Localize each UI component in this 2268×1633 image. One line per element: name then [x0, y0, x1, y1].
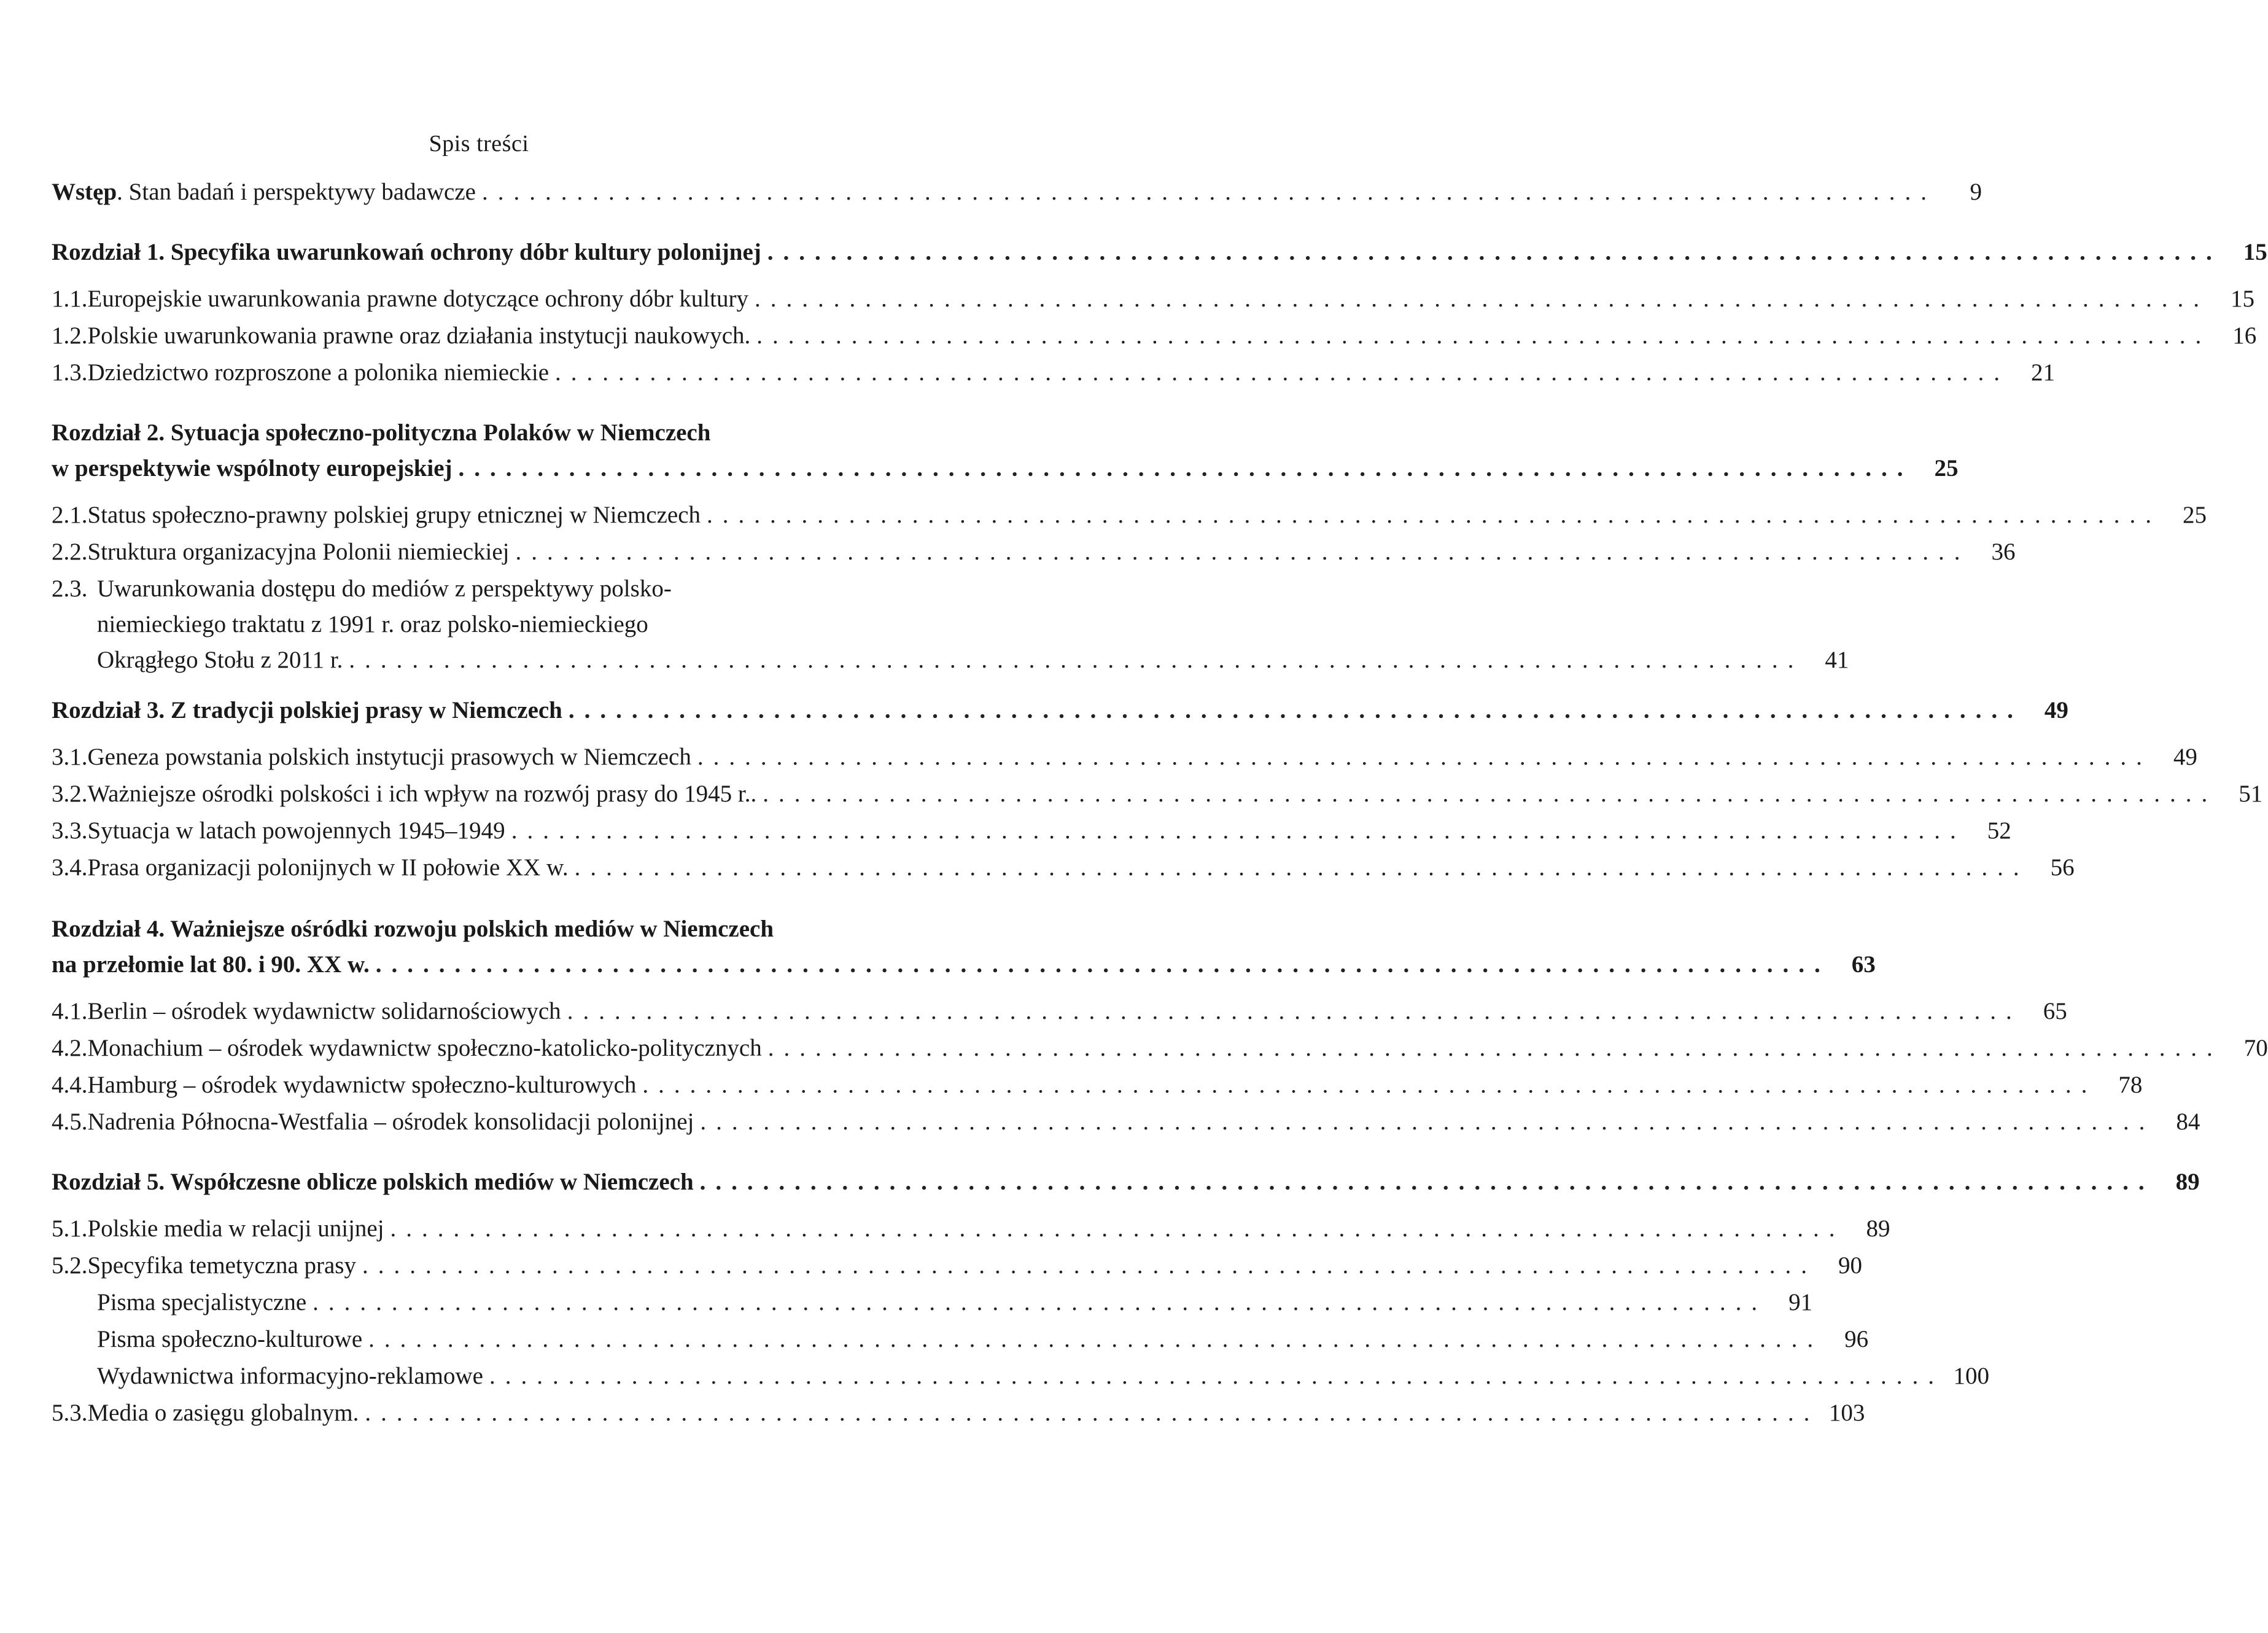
- dot-leader: ............................................................................................: [458, 455, 1913, 481]
- section-title: Status społeczno-prawny polskiej grupy etnicznej w Niemczech: [87, 502, 701, 528]
- intro-label: Wstęp: [52, 179, 117, 205]
- section-number: 1.3.: [52, 359, 88, 386]
- page-number: 65: [2043, 998, 2067, 1024]
- page-number: 70: [2243, 1035, 2268, 1061]
- section-title: Prasa organizacji polonijnych w II połowie XX w.: [87, 854, 569, 881]
- toc-entry-2-2: [52, 534, 2016, 570]
- section-title: Ważniejsze ośrodki polskości i ich wpływ na rozwój prasy do 1945 r..: [87, 781, 757, 807]
- section-title: Berlin – ośrodek wydawnictw solidarnościowych: [87, 998, 561, 1024]
- dot-leader: ............................................................................................: [568, 697, 2023, 723]
- chapter-title: Rozdział 3. Z tradycji polskiej prasy w Niemczech: [52, 697, 562, 723]
- section-title: Geneza powstania polskich instytucji prasowych w Niemczech: [87, 744, 691, 770]
- page-number: 9: [1970, 179, 1982, 205]
- page-number: 51: [2239, 781, 2263, 807]
- section-number: 2.1.: [52, 502, 88, 528]
- toc-chapter-3: [52, 693, 2068, 728]
- dot-leader: ............................................................................................: [375, 951, 1830, 978]
- toc-title: Spis treści: [429, 131, 529, 157]
- page-number: 25: [1934, 455, 1959, 481]
- page-number: 16: [2232, 322, 2257, 349]
- chapter-title-line1: Rozdział 2. Sytuacja społeczno-polityczna Polaków w Niemczech: [52, 419, 711, 446]
- section-title-line1: Uwarunkowania dostępu do mediów z perspektywy polsko-: [97, 575, 672, 602]
- dot-leader: ............................................................................................: [754, 286, 2209, 312]
- toc-entry-5-2-a: [52, 1285, 1813, 1320]
- dot-leader: ............................................................................................: [555, 359, 2010, 386]
- section-number: 5.2.: [52, 1252, 88, 1279]
- toc-entry-5-2: [52, 1248, 1862, 1284]
- section-number: 1.1.: [52, 286, 88, 312]
- section-number: 4.5.: [52, 1109, 88, 1135]
- dot-leader: ............................................................................................: [567, 998, 2022, 1024]
- toc-entry-3-1: [52, 739, 2197, 775]
- dot-leader: ............................................................................................: [756, 322, 2212, 349]
- chapter-title-line2: na przełomie lat 80. i 90. XX w.: [52, 951, 370, 978]
- dot-leader: ............................................................................................: [707, 502, 2162, 528]
- toc-entry-1-3: [52, 355, 2056, 391]
- toc-entry-3-4: [52, 850, 2075, 886]
- section-title: Specyfika temetyczna prasy: [87, 1252, 356, 1279]
- page-number: 90: [1838, 1252, 1862, 1279]
- dot-leader: ............................................................................................: [574, 854, 2029, 881]
- toc-entry-intro: [52, 174, 1982, 210]
- toc-entry-5-3: [52, 1395, 1865, 1431]
- section-number: 3.2.: [52, 781, 88, 807]
- dot-leader: ............................................................................................: [390, 1215, 1845, 1242]
- page-number: 96: [1844, 1326, 1869, 1352]
- dot-leader: ............................................................................................: [362, 1252, 1817, 1279]
- toc-chapter-2: [52, 415, 1959, 486]
- toc-chapter-4: [52, 911, 1876, 983]
- section-number: 2.3.: [52, 575, 88, 602]
- page-number: 49: [2044, 697, 2068, 723]
- section-title: Nadrenia Północna-Westfalia – ośrodek konsolidacji polonijnej: [87, 1109, 694, 1135]
- toc-entry-3-3: [52, 813, 2011, 849]
- page-number: 52: [1987, 817, 2011, 844]
- page-number: 41: [1825, 647, 1849, 673]
- chapter-title: Rozdział 5. Współczesne oblicze polskich mediów w Niemczech: [52, 1169, 694, 1195]
- dot-leader: ............................................................................................: [767, 239, 2222, 265]
- page-number: 89: [2175, 1169, 2200, 1195]
- page-number: 56: [2050, 854, 2075, 881]
- dot-leader: ............................................................................................: [368, 1326, 1823, 1352]
- page-number: 89: [1866, 1215, 1890, 1242]
- page-number: 103: [1828, 1400, 1865, 1426]
- dot-leader: ............................................................................................: [642, 1072, 2097, 1098]
- section-number: 4.4.: [52, 1072, 88, 1098]
- section-title: Monachium – ośrodek wydawnictw społeczno-katolicko-politycznych: [87, 1035, 762, 1061]
- page-number: 36: [1991, 539, 2016, 565]
- section-title: Hamburg – ośrodek wydawnictw społeczno-kulturowych: [87, 1072, 637, 1098]
- toc-chapter-1: [52, 235, 2267, 270]
- toc-entry-4-5: [52, 1104, 2200, 1140]
- dot-leader: ............................................................................................: [700, 1109, 2155, 1135]
- page-number: 21: [2031, 359, 2056, 386]
- toc-entry-1-2: [52, 318, 2257, 354]
- toc-entry-5-2-b: [52, 1322, 1869, 1357]
- dot-leader: ............................................................................................: [365, 1400, 1820, 1426]
- dot-leader: ............................................................................................: [489, 1363, 1944, 1389]
- page-number: 100: [1953, 1363, 1989, 1389]
- dot-leader: ............................................................................................: [515, 539, 1970, 565]
- section-number: 2.2.: [52, 539, 88, 565]
- toc-entry-2-1: [52, 497, 2207, 533]
- section-title: Polskie uwarunkowania prawne oraz działania instytucji naukowych.: [87, 322, 751, 349]
- dot-leader: ............................................................................................: [313, 1289, 1768, 1315]
- section-title: Media o zasięgu globalnym.: [87, 1400, 359, 1426]
- page-number: 78: [2118, 1072, 2143, 1098]
- dot-leader: ............................................................................................: [511, 817, 1966, 844]
- section-title-line3: Okrągłego Stołu z 2011 r.: [97, 647, 343, 673]
- toc-entry-4-1: [52, 994, 2067, 1029]
- section-title: Europejskie uwarunkowania prawne dotyczące ochrony dóbr kultury: [87, 286, 748, 312]
- toc-entry-3-2: [52, 776, 2263, 812]
- section-title: Dziedzictwo rozproszone a polonika niemieckie: [87, 359, 550, 386]
- page-number: 25: [2183, 502, 2207, 528]
- intro-text: . Stan badań i perspektywy badawcze: [117, 179, 476, 205]
- dot-leader: ............................................................................................: [699, 1169, 2154, 1195]
- chapter-title-line1: Rozdział 4. Ważniejsze ośródki rozwoju polskich mediów w Niemczech: [52, 916, 774, 942]
- dot-leader: ............................................................................................: [767, 1035, 2223, 1061]
- toc-chapter-5: [52, 1164, 2200, 1200]
- dot-leader: ............................................................................................: [697, 744, 2152, 770]
- toc-entry-2-3: [52, 571, 1849, 678]
- page-number: 49: [2173, 744, 2197, 770]
- subsection-title: Wydawnictwa informacyjno-reklamowe: [97, 1363, 483, 1389]
- toc-entry-4-4: [52, 1067, 2143, 1103]
- dot-leader: ............................................................................................: [481, 179, 1936, 205]
- page-number: 84: [2176, 1109, 2200, 1135]
- section-number: 1.2.: [52, 322, 88, 349]
- section-number: 3.3.: [52, 817, 88, 844]
- dot-leader: ............................................................................................: [349, 647, 1804, 673]
- chapter-title-line2: w perspektywie wspólnoty europejskiej: [52, 455, 452, 481]
- toc-entry-4-2: [52, 1031, 2268, 1066]
- section-number: 5.1.: [52, 1215, 88, 1242]
- page-number: 91: [1788, 1289, 1813, 1315]
- dot-leader: ............................................................................................: [763, 781, 2218, 807]
- section-number: 3.4.: [52, 854, 88, 881]
- page-number: 15: [2230, 286, 2254, 312]
- section-number: 4.2.: [52, 1035, 88, 1061]
- page-number: 63: [1851, 951, 1876, 978]
- subsection-title: Pisma społeczno-kulturowe: [97, 1326, 363, 1352]
- toc-entry-5-2-c: [52, 1358, 1989, 1394]
- section-title-line2: niemieckiego traktatu z 1991 r. oraz polsko-niemieckiego: [97, 611, 648, 637]
- section-number: 5.3.: [52, 1400, 88, 1426]
- section-number: 4.1.: [52, 998, 88, 1024]
- section-title: Polskie media w relacji unijnej: [87, 1215, 384, 1242]
- page-number: 15: [2243, 239, 2267, 265]
- toc-entry-5-1: [52, 1211, 1890, 1247]
- toc-entry-1-1: [52, 281, 2254, 317]
- section-title: Sytuacja w latach powojennych 1945–1949: [87, 817, 505, 844]
- subsection-title: Pisma specjalistyczne: [97, 1289, 307, 1315]
- section-number: 3.1.: [52, 744, 88, 770]
- section-title: Struktura organizacyjna Polonii niemieckiej: [87, 539, 510, 565]
- chapter-title: Rozdział 1. Specyfika uwarunkowań ochrony dóbr kultury polonijnej: [52, 239, 761, 265]
